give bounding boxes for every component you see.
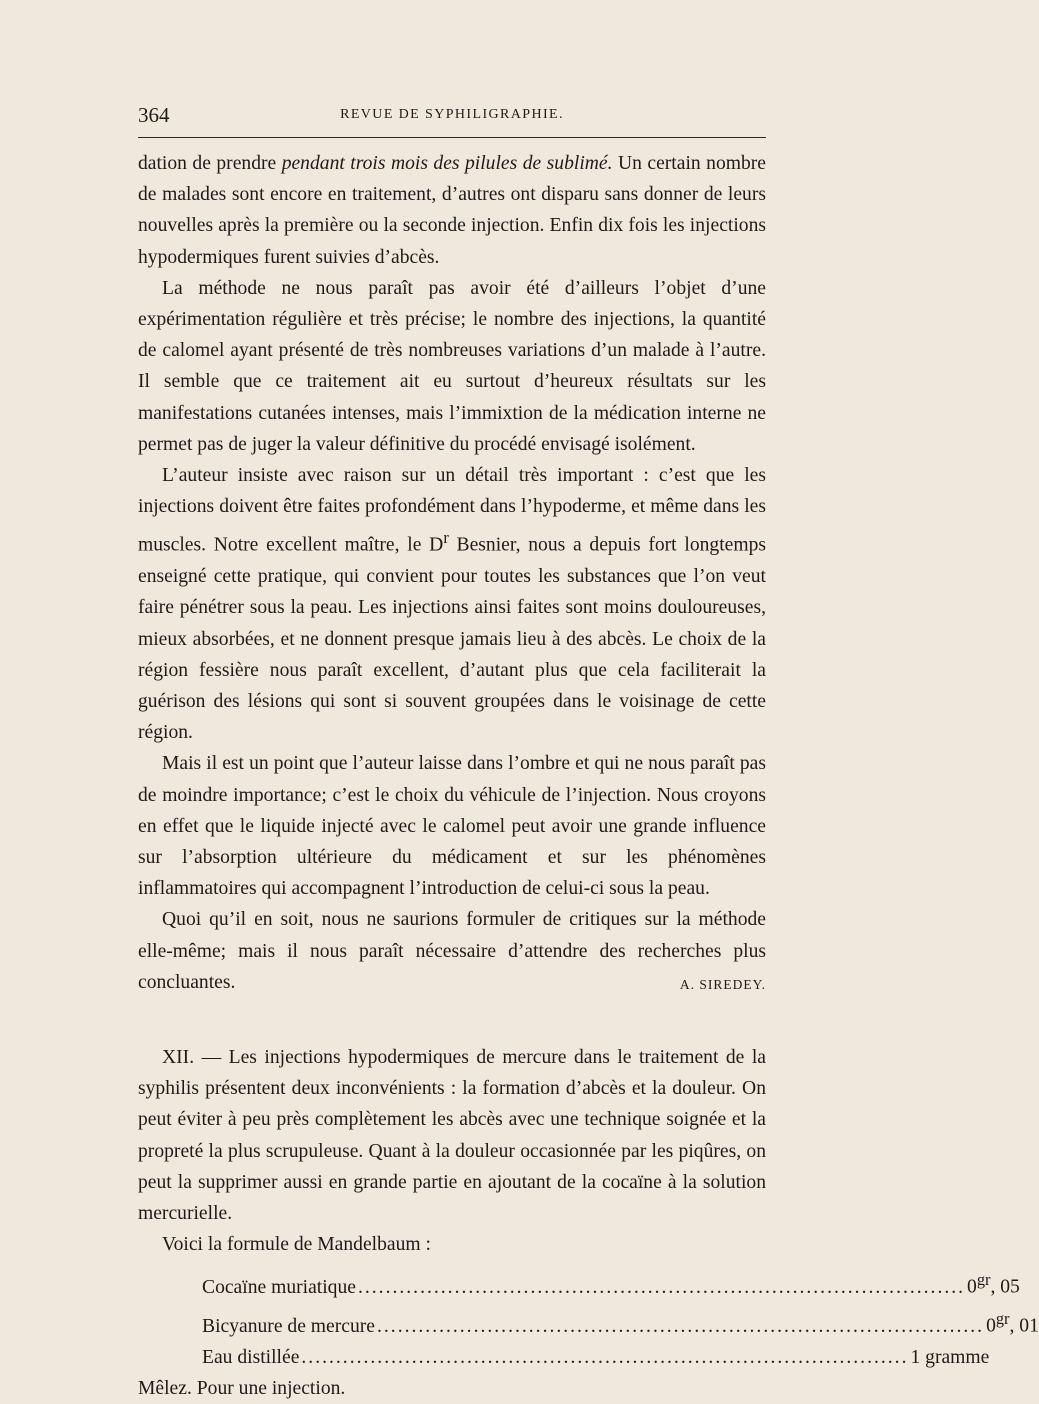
author-signature: A. SIREDEY. — [679, 976, 766, 992]
paragraph-conclusion: Quoi qu’il en soit, nous ne saurions formuler de critiques sur la méthode elle-même; mais il nous paraît nécessaire d’attendre des recherches plus concluantes. A. SIREDEY. — [138, 904, 766, 1000]
page-header — [138, 103, 766, 133]
formula-list — [202, 1264, 1039, 1373]
formula-row — [202, 1303, 1039, 1342]
formula-ingredient: Eau distillée — [202, 1346, 300, 1368]
formula-row — [202, 1342, 990, 1373]
formula-intro: Voici la formule de Mandelbaum : — [162, 1234, 431, 1256]
paragraph-vehicule: Mais il est un point que l’auteur laisse dans l’ombre et qui ne nous paraît pas de moindre importance; c’est le choix du véhicule de l’injection. Nous croyons en effet que le liquide injecté avec le calomel peut avoir une grande influence sur l’absorption ultérieure du médicament et sur les phénomènes inflammatoires qui accompagnent l’introduction de celui-ci sous la peau. — [138, 753, 766, 900]
header-rule — [138, 137, 766, 138]
page-number: 364 — [138, 103, 170, 127]
italic-phrase: pendant trois mois des pilules de sublimé. — [281, 153, 613, 174]
dot-leader: ........................................................................................ — [301, 1346, 909, 1368]
formula-quantity: 1 gramme — [910, 1346, 990, 1368]
section-xii-paragraph: XII. — Les injections hypodermiques de mercure dans le traitement de la syphilis présentent deux inconvénients : la formation d’abcès et la douleur. On peut éviter à peu près complètement les abcès avec une technique soignée et la propreté la plus scrupuleuse. Quant à la douleur occasionnée par les piqûres, on peut la supprimer aussi en grande partie en ajoutant de la cocaïne à la solution mercurielle. — [138, 1047, 766, 1225]
superscript-r: r — [443, 528, 449, 548]
paragraph-auteur: L’auteur insiste avec raison sur un détail très important : c’est que les injections doivent être faites profondément dans l’hypoderme, et même dans les muscles. Notre excellent maître, le $D^r$ Besnier, nous a depuis fort longtemps enseigné cette pratique, qui convient pour toutes les substances que l’on veut faire pénétrer sous la peau. Les injections ainsi faites sont moins douloureuses, mieux absorbées, et ne donnent presque jamais lieu à des abcès. Le choix de la région fessière nous paraît excellent, d’autant plus que cela faciliterait la guérison des lésions qui sont si souvent groupées dans le voisinage de cette région. — [138, 465, 767, 744]
running-title: REVUE DE SYPHILIGRAPHIE. — [340, 107, 564, 122]
dot-leader: ........................................................................................ — [377, 1315, 985, 1337]
dot-leader: ........................................................................................ — [357, 1276, 966, 1298]
formula-ingredient: Bicyanure de mercure — [202, 1315, 375, 1337]
formula-row — [202, 1264, 1020, 1303]
paragraph-methode: La méthode ne nous paraît pas avoir été d’ailleurs l’objet d’une expérimentation régulière et très précise; le nombre des injections, la quantité de calomel ayant présenté de très nombreuses variations d’un malade à l’autre. Il semble que ce traitement ait eu surtout d’heureux résultats sur les manifestations cutanées intenses, mais l’immixtion de la médication interne ne permet pas de juger la valeur définitive du procédé envisagé isolément. — [138, 277, 766, 455]
formula-quantity: $0^{gr}$, 01 — [986, 1309, 1039, 1337]
paragraph-continuation: dation de prendre pendant trois mois des pilules de sublimé. Un certain nombre de malades sont encore en traitement, d’autres ont disparu sans donner de leurs nouvelles après la première ou la seconde injection. Enfin dix fois les injections hypodermiques furent suivies d’abcès. — [138, 153, 766, 268]
formula-ingredient: Cocaïne muriatique — [202, 1276, 356, 1298]
article-body — [138, 148, 1039, 1404]
formula-instruction: Mêlez. Pour une injection. — [138, 1378, 346, 1400]
formula-quantity: $0^{gr}$, 05 — [967, 1270, 1020, 1298]
